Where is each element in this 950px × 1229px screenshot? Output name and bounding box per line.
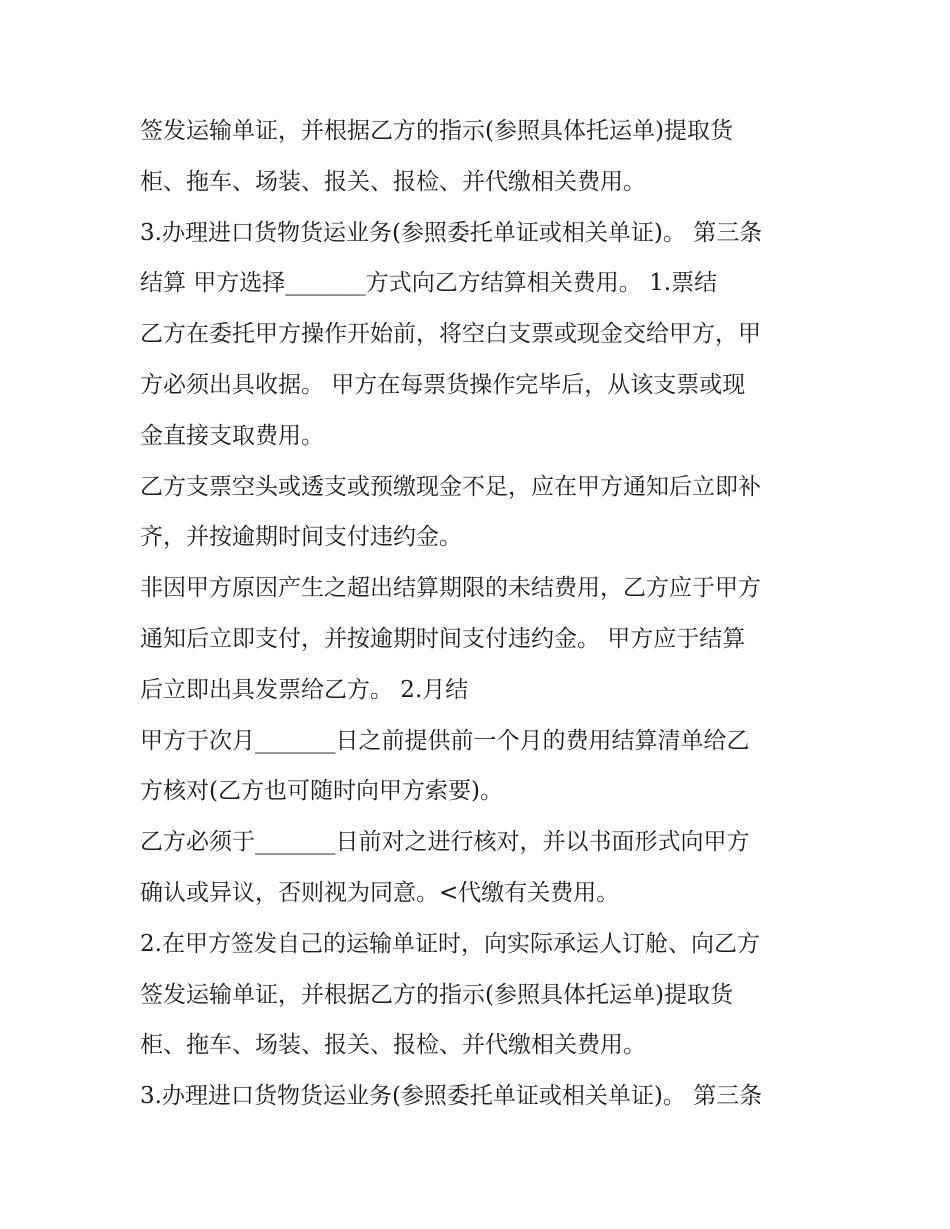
text-line: 乙方必须于_______日前对之进行核对，并以书面形式向甲方: [140, 829, 750, 856]
text-line: 金直接支取费用。: [140, 422, 324, 449]
text-line: 签发运输单证，并根据乙方的指示(参照具体托运单)提取货: [140, 118, 733, 144]
text-line: 结算 甲方选择_______方式向乙方结算相关费用。 1.票结: [140, 270, 718, 297]
text-line: 柜、拖车、场装、报关、报检、并代缴相关费用。: [140, 168, 646, 195]
text-line: 3.办理进口货物货运业务(参照委托单证或相关单证)。 第三条: [140, 1083, 763, 1110]
text-line: 签发运输单证，并根据乙方的指示(参照具体托运单)提取货: [140, 981, 733, 1008]
text-line: 方核对(乙方也可随时向甲方索要)。: [140, 778, 503, 805]
text-line: 方必须出具收据。 甲方在每票货操作完毕后，从该支票或现: [140, 371, 746, 398]
document-body: [140, 106, 820, 1122]
text-line: 甲方于次月_______日之前提供前一个月的费用结算清单给乙: [140, 727, 750, 754]
text-line: 柜、拖车、场装、报关、报检、并代缴相关费用。: [140, 1032, 646, 1059]
text-line: 通知后立即支付，并按逾期时间支付违约金。 甲方应于结算: [140, 625, 746, 652]
text-line: 2.在甲方签发自己的运输单证时，向实际承运人订舱、向乙方: [140, 930, 760, 957]
text-line: 确认或异议，否则视为同意。<代缴有关费用。: [140, 879, 620, 906]
text-line: 非因甲方原因产生之超出结算期限的未结费用，乙方应于甲方: [140, 575, 761, 602]
text-line: 3.办理进口货物货运业务(参照委托单证或相关单证)。 第三条: [140, 219, 763, 246]
text-line: 乙方支票空头或透支或预缴现金不足，应在甲方通知后立即补: [140, 473, 761, 500]
text-line: 乙方在委托甲方操作开始前，将空白支票或现金交给甲方，甲: [140, 321, 761, 348]
text-line: 齐，并按逾期时间支付违约金。: [140, 524, 462, 551]
text-line: 后立即出具发票给乙方。 2.月结: [140, 676, 469, 703]
